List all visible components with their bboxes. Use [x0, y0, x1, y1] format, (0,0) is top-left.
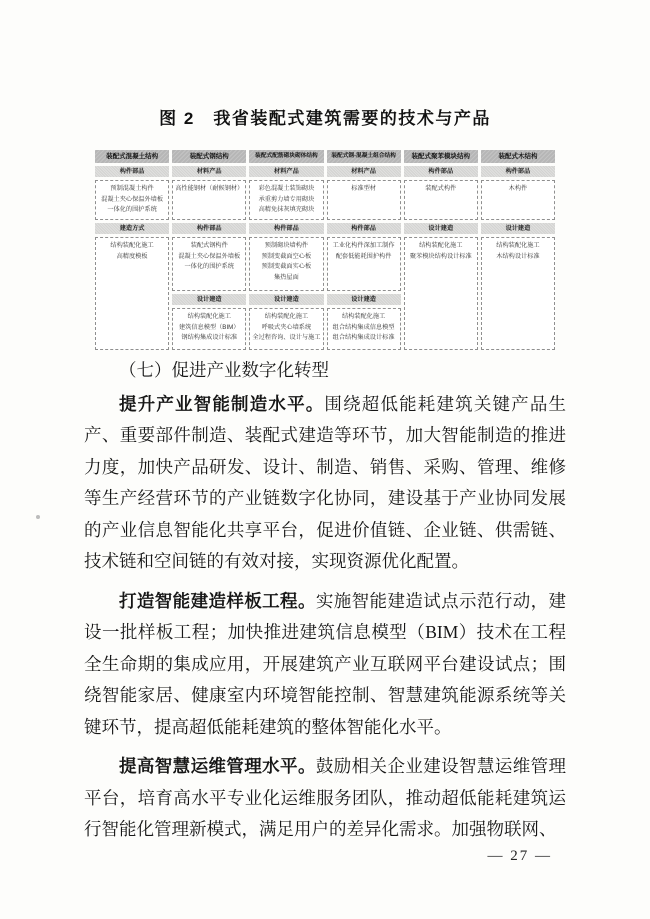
section-item-box — [327, 308, 401, 350]
section-item-box — [172, 308, 246, 350]
item-line: 预制混凝土构件 — [110, 185, 154, 192]
column-header: 装配式钢结构 — [172, 150, 246, 163]
item-line: 工业化构件深加工制作 — [332, 242, 395, 249]
paragraph-text: 围绕超低能耗建筑关键产品生产、重要部件制造、装配式建造等环节，加大智能制造的推进力度，加快产品研发、设计、制造、销售、采购、管理、维修等生产经营环节的产业链数字化协同，建设基于产业协同发展的产业信息智能化共享平台，促进价值链、企业链、供需链、技术链和空间链的有效对接，实现资源优化配置。 — [84, 393, 567, 571]
figure-column-5 — [404, 150, 478, 350]
section-label: 材料产品 — [249, 166, 323, 177]
section-label: 建造方式 — [95, 223, 169, 234]
item-line: 装配式钢构件 — [190, 242, 228, 249]
paragraph-lead: 提升产业智能制造水平。 — [119, 393, 325, 414]
item-line: 建筑信息模型（BIM） — [179, 323, 240, 331]
section-item-box — [404, 237, 478, 350]
section-label: 构件部品 — [95, 166, 169, 177]
section-item-box — [481, 180, 555, 220]
item-line: 混凝土夹心保温外墙板 — [178, 252, 241, 260]
figure-column-4 — [327, 150, 401, 350]
item-line: 预制变截面实心板 — [261, 263, 312, 270]
figure-column-1 — [95, 150, 169, 350]
section-label: 设计建造 — [249, 294, 323, 305]
section-label: 材料产品 — [327, 166, 401, 177]
section-item-box — [404, 180, 478, 220]
item-line: 结构装配化施工 — [419, 242, 463, 249]
item-line: 木构件 — [508, 185, 528, 192]
section-item-box — [327, 180, 401, 220]
section-item-box — [249, 308, 323, 350]
body-text — [84, 355, 566, 854]
paragraph-text: 实施智能建造试点示范行动，建设一批样板工程；加快推进建筑信息模型（BIM）技术在工程全生命期的集成应用，开展建筑产业互联网平台建设试点；围绕智能家居、健康室内环境智能控制、智慧建筑能源系统等关键环节，提高超低能耗建筑的整体智能化水平。 — [84, 590, 567, 737]
figure-column-2 — [172, 150, 246, 350]
item-line: 配套低能耗围护构件 — [335, 252, 392, 260]
section-item-box — [95, 237, 169, 350]
paragraph-lead: 打造智能建造样板工程。 — [119, 590, 316, 611]
item-line: 一体化的围护系统 — [184, 263, 234, 270]
item-line: 装配式构件 — [425, 185, 457, 192]
item-line: 组合结构集成信息模型 — [332, 323, 395, 331]
body-paragraph-2 — [84, 586, 566, 744]
column-header: 装配式木结构 — [481, 150, 555, 163]
section-item-box — [327, 237, 401, 291]
paragraph-lead: 提高智慧运维管理水平。 — [119, 756, 316, 776]
section-item-box — [95, 180, 169, 220]
item-line: 结构装配化施工 — [187, 313, 231, 320]
column-header: 装配式钢-混凝土组合结构 — [327, 150, 401, 163]
item-line: 高性能钢材（耐候钢材） — [175, 185, 244, 192]
item-line: 钢结构集成设计标准 — [181, 334, 238, 341]
figure-column-6 — [481, 150, 555, 350]
item-line: 结构装配化施工 — [496, 242, 540, 249]
item-line: 木结构设计标准 — [496, 252, 540, 260]
figure-column-3 — [249, 150, 323, 350]
section-heading: （七）促进产业数字化转型 — [119, 360, 329, 380]
item-line: 组合结构集成设计标准 — [332, 334, 395, 341]
column-header: 装配式配筋砌块砌体结构 — [249, 150, 323, 163]
body-paragraph-1 — [84, 389, 566, 578]
section-label: 设计建造 — [327, 294, 401, 305]
section-label: 构件部品 — [249, 223, 323, 234]
item-line: 结构装配化施工 — [341, 313, 386, 320]
column-header: 装配式混凝土结构 — [95, 150, 169, 163]
figure-title: 图 2 我省装配式建筑需要的技术与产品 — [159, 109, 491, 128]
section-label: 构件部品 — [327, 223, 401, 234]
item-line: 标准型材 — [351, 185, 376, 192]
item-line: 彩色混凝土装饰砌块 — [258, 185, 315, 192]
scan-speck — [36, 515, 40, 519]
item-line: 呼吸式夹心墙系统 — [261, 323, 312, 331]
section-label: 设计建造 — [172, 294, 246, 305]
item-line: 高精度模板 — [116, 252, 148, 260]
item-line: 聚苯模块结构设计标准 — [409, 252, 472, 260]
section-item-box — [481, 237, 555, 350]
body-paragraph-3 — [84, 751, 566, 846]
item-line: 集热屋面 — [274, 273, 299, 281]
section-label: 构件部品 — [404, 166, 478, 177]
item-line: 混凝土夹心保温外墙板 — [101, 195, 164, 203]
page-number: — 27 — — [487, 848, 552, 864]
section-label: 设计建造 — [404, 223, 478, 234]
section-item-box — [249, 180, 323, 220]
item-line: 全过程咨询、设计与施工 — [252, 334, 321, 341]
paragraph-container — [84, 389, 566, 846]
section-item-box — [249, 237, 323, 291]
section-label: 构件部品 — [172, 223, 246, 234]
column-header: 装配式聚苯模块结构 — [404, 150, 478, 163]
item-line: 预制变截面空心板 — [261, 252, 312, 260]
figure-diagram — [95, 150, 555, 350]
item-line: 结构装配化施工 — [264, 313, 309, 320]
item-line: 高精免抹灰填充砌块 — [258, 206, 315, 213]
section-label: 材料产品 — [172, 166, 246, 177]
item-line: 预制砌块墙构件 — [264, 242, 309, 249]
section-item-box — [172, 180, 246, 220]
section-label: 构件部品 — [481, 166, 555, 177]
paragraph-text: 鼓励相关企业建设智慧运维管理平台，培育高水平专业化运维服务团队，推动超低能耗建筑运行智能化管理新模式，满足用户的差异化需求。加强物联网、 — [84, 756, 567, 839]
section-item-box — [172, 237, 246, 291]
item-line: 结构装配化施工 — [110, 242, 154, 249]
item-line: 承重剪力墙专用砌块 — [258, 195, 315, 203]
item-line: 一体化的围护系统 — [107, 206, 157, 213]
section-label: 设计建造 — [481, 223, 555, 234]
